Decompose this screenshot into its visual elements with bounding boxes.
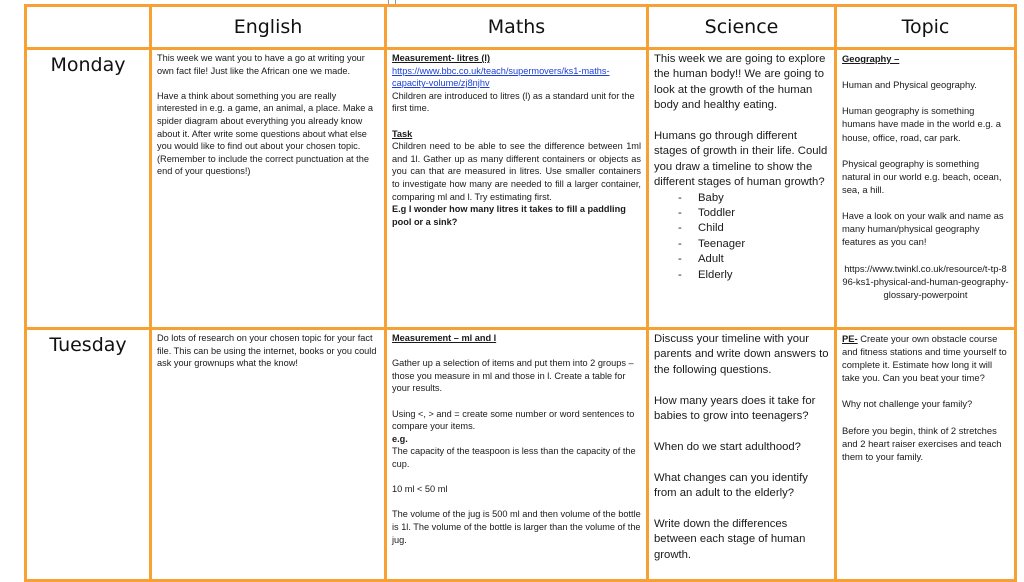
header-row bbox=[26, 6, 1016, 49]
column-header-topic: Topic bbox=[836, 6, 1016, 49]
monday-topic-p1: Human and Physical geography. bbox=[842, 79, 977, 91]
list-item: - Adult bbox=[678, 253, 724, 266]
monday-maths-heading: Measurement- litres (l) bbox=[392, 53, 491, 63]
monday-topic-p2: Human geography is something humans have made in the world e.g. a house, office, road, car park. bbox=[842, 105, 1001, 143]
corner-cell bbox=[26, 6, 151, 49]
monday-science-p1: This week we are going to explore the human body!! We are going to look at the growth of the human body and healthy eating. bbox=[654, 53, 826, 112]
tuesday-science-q2: When do we start adulthood? bbox=[654, 440, 801, 453]
monday-maths-question: E.g I wonder how many litres it takes to fill a paddling pool or a sink? bbox=[392, 204, 626, 227]
monday-maths-link[interactable]: https://www.bbc.co.uk/teach/supermovers/ks1-maths-capacity-volume/zj8njhv bbox=[392, 65, 610, 89]
monday-maths-task: Children need to be able to see the difference between 1ml and 1l. Gather up as many different containers or objects as you can that are measured in litres. Use smaller containers to investigate how many are needed to fill a larger container, comparing ml and l. Try estimating first. bbox=[392, 141, 641, 202]
monday-topic-cell bbox=[836, 49, 1016, 329]
monday-topic-heading: Geography – bbox=[842, 53, 900, 64]
pe-label: PE- bbox=[842, 333, 858, 344]
monday-english-p2: Have a think about something you are really interested in e.g. a game, an animal, a place. Make a spider diagram about everything you already know about it. After write some questions about what else you would like to find out about your chosen topic. (Remember to include the correct punctuation at the end of your questions!) bbox=[157, 90, 374, 177]
tuesday-science-p2: Write down the differences between each stage of human growth. bbox=[654, 517, 806, 561]
column-header-english: English bbox=[151, 6, 386, 49]
list-item: - Baby bbox=[678, 191, 724, 204]
list-item: - Elderly bbox=[678, 268, 733, 281]
monday-topic-p4: Have a look on your walk and name as many human/physical geography features as you can! bbox=[842, 210, 1004, 248]
tuesday-english-cell bbox=[151, 329, 386, 581]
monday-science-p2: Humans go through different stages of growth in their life. Could you draw a timeline to show the different stages of human growth? bbox=[654, 130, 828, 189]
tuesday-science-q3: What changes can you identify from an adult to the elderly? bbox=[654, 471, 808, 500]
timetable bbox=[24, 4, 1017, 582]
tuesday-topic-p1: PE- Create your own obstacle course and fitness stations and time yourself to complete it. Estimate how long it will take you. Can you beat your time? bbox=[842, 333, 1007, 384]
monday-english-p1: This week we want you to have a go at writing your own fact file! Just like the African one we made. bbox=[157, 53, 365, 76]
tuesday-science-p1: Discuss your timeline with your parents and write down answers to the following questions. bbox=[654, 333, 829, 376]
list-item: - Teenager bbox=[678, 237, 746, 250]
column-header-maths: Maths bbox=[386, 6, 648, 49]
tuesday-maths-cell bbox=[386, 329, 648, 581]
tuesday-maths-p2: Using <, > and = create some number or word sentences to compare your items. bbox=[392, 408, 635, 432]
list-item: - Toddler bbox=[678, 207, 736, 220]
tuesday-maths-heading: Measurement – ml and l bbox=[392, 333, 497, 343]
monday-science-cell bbox=[648, 49, 836, 329]
column-header-science: Science bbox=[648, 6, 836, 49]
monday-topic-p3: Physical geography is something natural in our world e.g. beach, ocean, sea, a hill. bbox=[842, 157, 1002, 195]
tuesday-science-q1: How many years does it take for babies to grow into teenagers? bbox=[654, 394, 816, 423]
day-label-tuesday: Tuesday bbox=[26, 329, 151, 581]
monday-english-cell bbox=[151, 49, 386, 329]
tuesday-maths-p1: Gather up a selection of items and put them into 2 groups – those you measure in ml and those in l. Create a table for your results. bbox=[392, 358, 634, 394]
tuesday-maths-p5: The volume of the jug is 500 ml and then volume of the bottle is 1l. The volume of the bottle is larger than the volume of the jug. bbox=[392, 509, 641, 545]
day-label-monday: Monday bbox=[26, 49, 151, 329]
monday-maths-cell bbox=[386, 49, 648, 329]
tuesday-row bbox=[26, 329, 1016, 581]
monday-row bbox=[26, 49, 1016, 329]
growth-stages-list bbox=[654, 191, 829, 283]
tuesday-maths-p4: 10 ml < 50 ml bbox=[392, 484, 448, 495]
monday-maths-intro: Children are introduced to litres (l) as a standard unit for the first time. bbox=[392, 90, 635, 114]
tuesday-topic-cell bbox=[836, 329, 1016, 581]
list-item: - Child bbox=[678, 222, 724, 235]
tuesday-maths-eg: e.g. bbox=[392, 433, 408, 444]
tuesday-topic-p2: Why not challenge your family? bbox=[842, 398, 973, 410]
monday-maths-task-heading: Task bbox=[392, 128, 413, 139]
tuesday-topic-p3: Before you begin, think of 2 stretches and 2 heart raiser exercises and teach them to your family. bbox=[842, 424, 1002, 462]
tuesday-english-p1: Do lots of research on your chosen topic for your fact file. This can be using the internet, books or you could ask your grownups what the know! bbox=[157, 333, 377, 369]
tuesday-science-cell bbox=[648, 329, 836, 581]
tuesday-maths-p3: The capacity of the teaspoon is less than the capacity of the cup. bbox=[392, 446, 636, 469]
monday-topic-link[interactable]: https://www.twinkl.co.uk/resource/t-tp-896-ks1-physical-and-human-geography-glossary-powerpoint bbox=[842, 262, 1009, 300]
